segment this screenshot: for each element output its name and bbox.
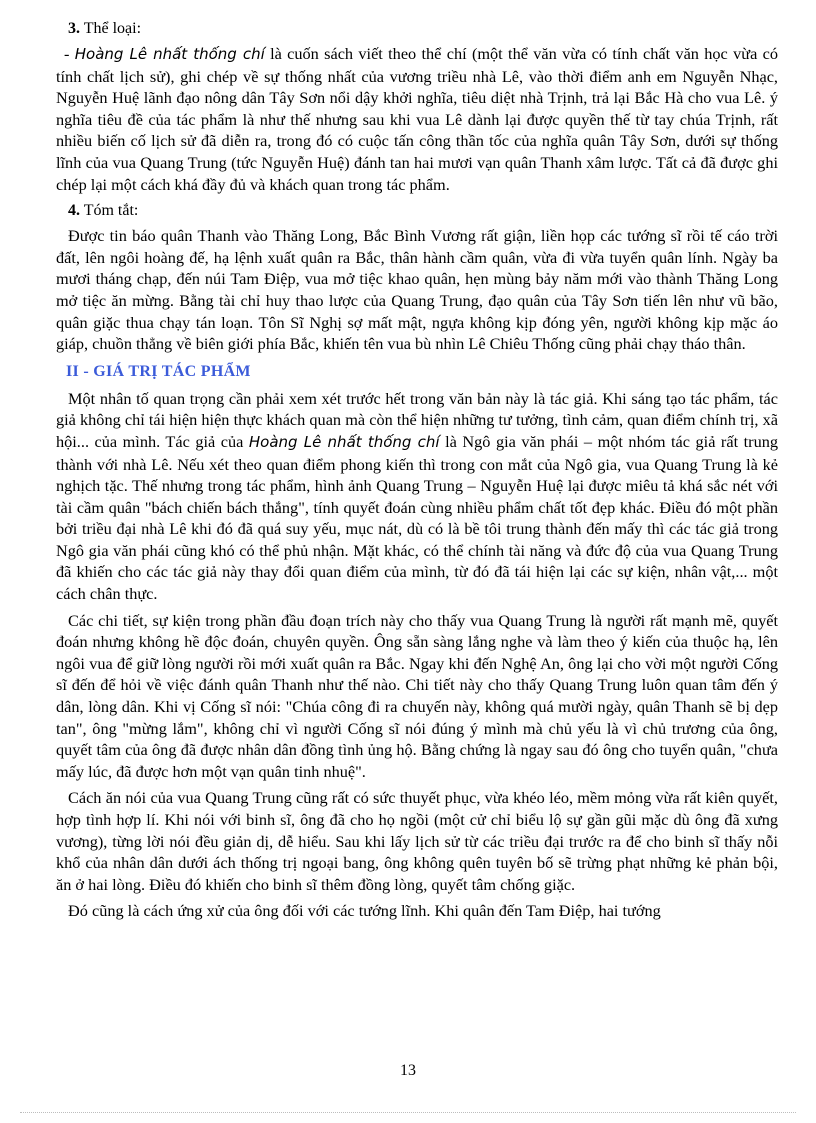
heading-number: 4.: [68, 202, 80, 220]
paragraph-the-loai: [56, 43, 778, 195]
heading-number: 3.: [68, 20, 80, 37]
paragraph-text: Một nhân tố quan trọng cần phải xem xét trước hết trong văn bản này là tác giả. Khi sáng tạo tác phẩm, tác giả không chỉ tái hiện hiện thực khách quan mà còn thể hiện những tư tưởng, tình cảm, quan điểm chính trị, xã hội... của mình. Tác giả của: [56, 388, 778, 451]
paragraph-tom-tat: Được tin báo quân Thanh vào Thăng Long, Bắc Bình Vương rất giận, liền họp các tướng sĩ rồi tế cáo trời đất, lên ngôi hoàng đế, hạ lệnh xuất quân ra Bắc, thân hành cầm quân, vừa đi vừa tuyển quân lính. Ngày ba mươi tháng chạp, đến núi Tam Điệp, vua mở tiệc khao quân, hẹn mùng bảy năm mới vào thành Thăng Long mở tiệc ăn mừng. Bằng tài chỉ huy thao lược của Quang Trung, đạo quân của Tây Sơn tiến lên như vũ bão, quân giặc thua chạy tán loạn. Tôn Sĩ Nghị sợ mất mật, ngựa không kịp đóng yên, người không kịp mặc áo giáp, chuồn thẳng về biên giới phía Bắc, khiến tên vua bù nhìn Lê Chiêu Thống cũng phải chạy tháo thân.: [56, 226, 778, 354]
footer-divider: [20, 1112, 796, 1113]
page-number: 13: [400, 1062, 416, 1079]
heading-text: Thể loại:: [80, 20, 142, 37]
heading-text: Tóm tắt:: [80, 202, 139, 220]
heading-tom-tat: [56, 200, 778, 221]
dash-marker: -: [64, 44, 75, 63]
paragraph-gia-tri-3: Cách ăn nói của vua Quang Trung cũng rất có sức thuyết phục, vừa khéo léo, mềm mỏng vừa rất kiên quyết, hợp tình hợp lí. Khi nói với binh sĩ, ông đã cho họ ngồi (một cử chỉ biểu lộ sự gần gũi mặc dù ông đã xưng vương), từng lời nói đều giản dị, dễ hiểu. Sau khi lấy lịch sử từ các triều đại trước ra để cho binh sĩ thấy nỗi khổ của nhân dân dưới ách thống trị ngoại bang, ông không quên tuyên bố sẽ trừng phạt những kẻ phản bội, ăn ở hai lòng. Điều đó khiến cho binh sĩ thêm đồng lòng, quyết tâm chống giặc.: [56, 788, 778, 894]
book-title: Hoàng Lê nhất thống chí: [248, 432, 440, 451]
paragraph-gia-tri-2: Các chi tiết, sự kiện trong phần đầu đoạn trích này cho thấy vua Quang Trung là người rất mạnh mẽ, quyết đoán nhưng không hề độc đoán, chuyên quyền. Ông sẵn sàng lắng nghe và làm theo ý kiến của thuộc hạ, lên ngôi vua để giữ lòng người rồi mới xuất quân ra Bắc. Ngay khi đến Nghệ An, ông lại cho vời một người Cống sĩ đến để hỏi về việc đánh quân Thanh như thế nào. Chi tiết này cho thấy Quang Trung luôn quan tâm đến ý dân, lòng dân. Khi vị Cống sĩ nói: "Chúa công đi ra chuyến này, không quá mười ngày, quân Thanh sẽ bị dẹp tan", ông "mừng lắm", không chỉ vì người Cống sĩ nói đúng ý mình mà chủ yếu là vì chủ trương của ông, quyết tâm của ông đã được nhân dân đồng tình ủng hộ. Bằng chứng là ngay sau đó ông cho tuyển quân, "chưa mấy lúc, đã được hơn một vạn quân tinh nhuệ".: [56, 610, 778, 781]
book-title: Hoàng Lê nhất thống chí: [74, 45, 265, 63]
section-title-gia-tri: II - GIÁ TRỊ TÁC PHẨM: [66, 362, 251, 380]
paragraph-text: là cuốn sách viết theo thể chí (một thể văn vừa có tính chất văn học vừa có tính chất lịch sử), ghi chép về sự thống nhất của vương triều nhà Lê, vào thời điểm anh em Nguyễn Nhạc, Nguyễn Huệ lãnh đạo nông dân Tây Sơn nổi dậy khởi nghĩa, tiêu diệt nhà Trịnh, trả lại Bắc Hà cho vua Lê. ý nghĩa tiêu đề của tác phẩm là như thế nhưng sau khi vua Lê dành lại được quyền thế từ tay chúa Trịnh, rất nhiều biến cố lịch sử đã diễn ra, trong đó có cuộc tấn công thần tốc của nghĩa quân Tây Sơn, dưới sự thống lĩnh của vua Quang Trung (tức Nguyễn Huệ) đánh tan hai mươi vạn quân Thanh xâm lược. Tất cả đã được ghi chép lại một cách khá đầy đủ và khách quan trong tác phẩm.: [56, 44, 779, 194]
paragraph-gia-tri-1: [56, 388, 778, 605]
paragraph-gia-tri-4: Đó cũng là cách ứng xử của ông đối với các tướng lĩnh. Khi quân đến Tam Điệp, hai tướng: [68, 901, 661, 921]
heading-the-loai: [56, 18, 778, 39]
paragraph-text: là Ngô gia văn phái – một nhóm tác giả rất trung thành với nhà Lê. Nếu xét theo quan điểm phong kiến thì trong con mắt của Ngô gia, vua Quang Trung là kẻ nghịch tặc. Thế nhưng trong tác phẩm, hình ảnh Quang Trung – Nguyễn Huệ lại được miêu tả khá sắc nét với tài cầm quân "bách chiến bách thắng", tính quyết đoán cùng nhiều phẩm chất tốt đẹp khác. Điều đó một phần bởi triều đại nhà Lê khi đó đã quá suy yếu, mục nát, dù có là bề tôi trung thành đến mấy thì các tác giả trong Ngô gia văn phái cũng khó có thể phủ nhận. Mặt khác, có thể chính tài năng và đức độ của vua Quang Trung đã khiến cho các tác giả này thay đổi quan điểm của mình, từ đó đã tái hiện lại các sự kiện, nhân vật,... một cách chân thực.: [56, 431, 778, 604]
